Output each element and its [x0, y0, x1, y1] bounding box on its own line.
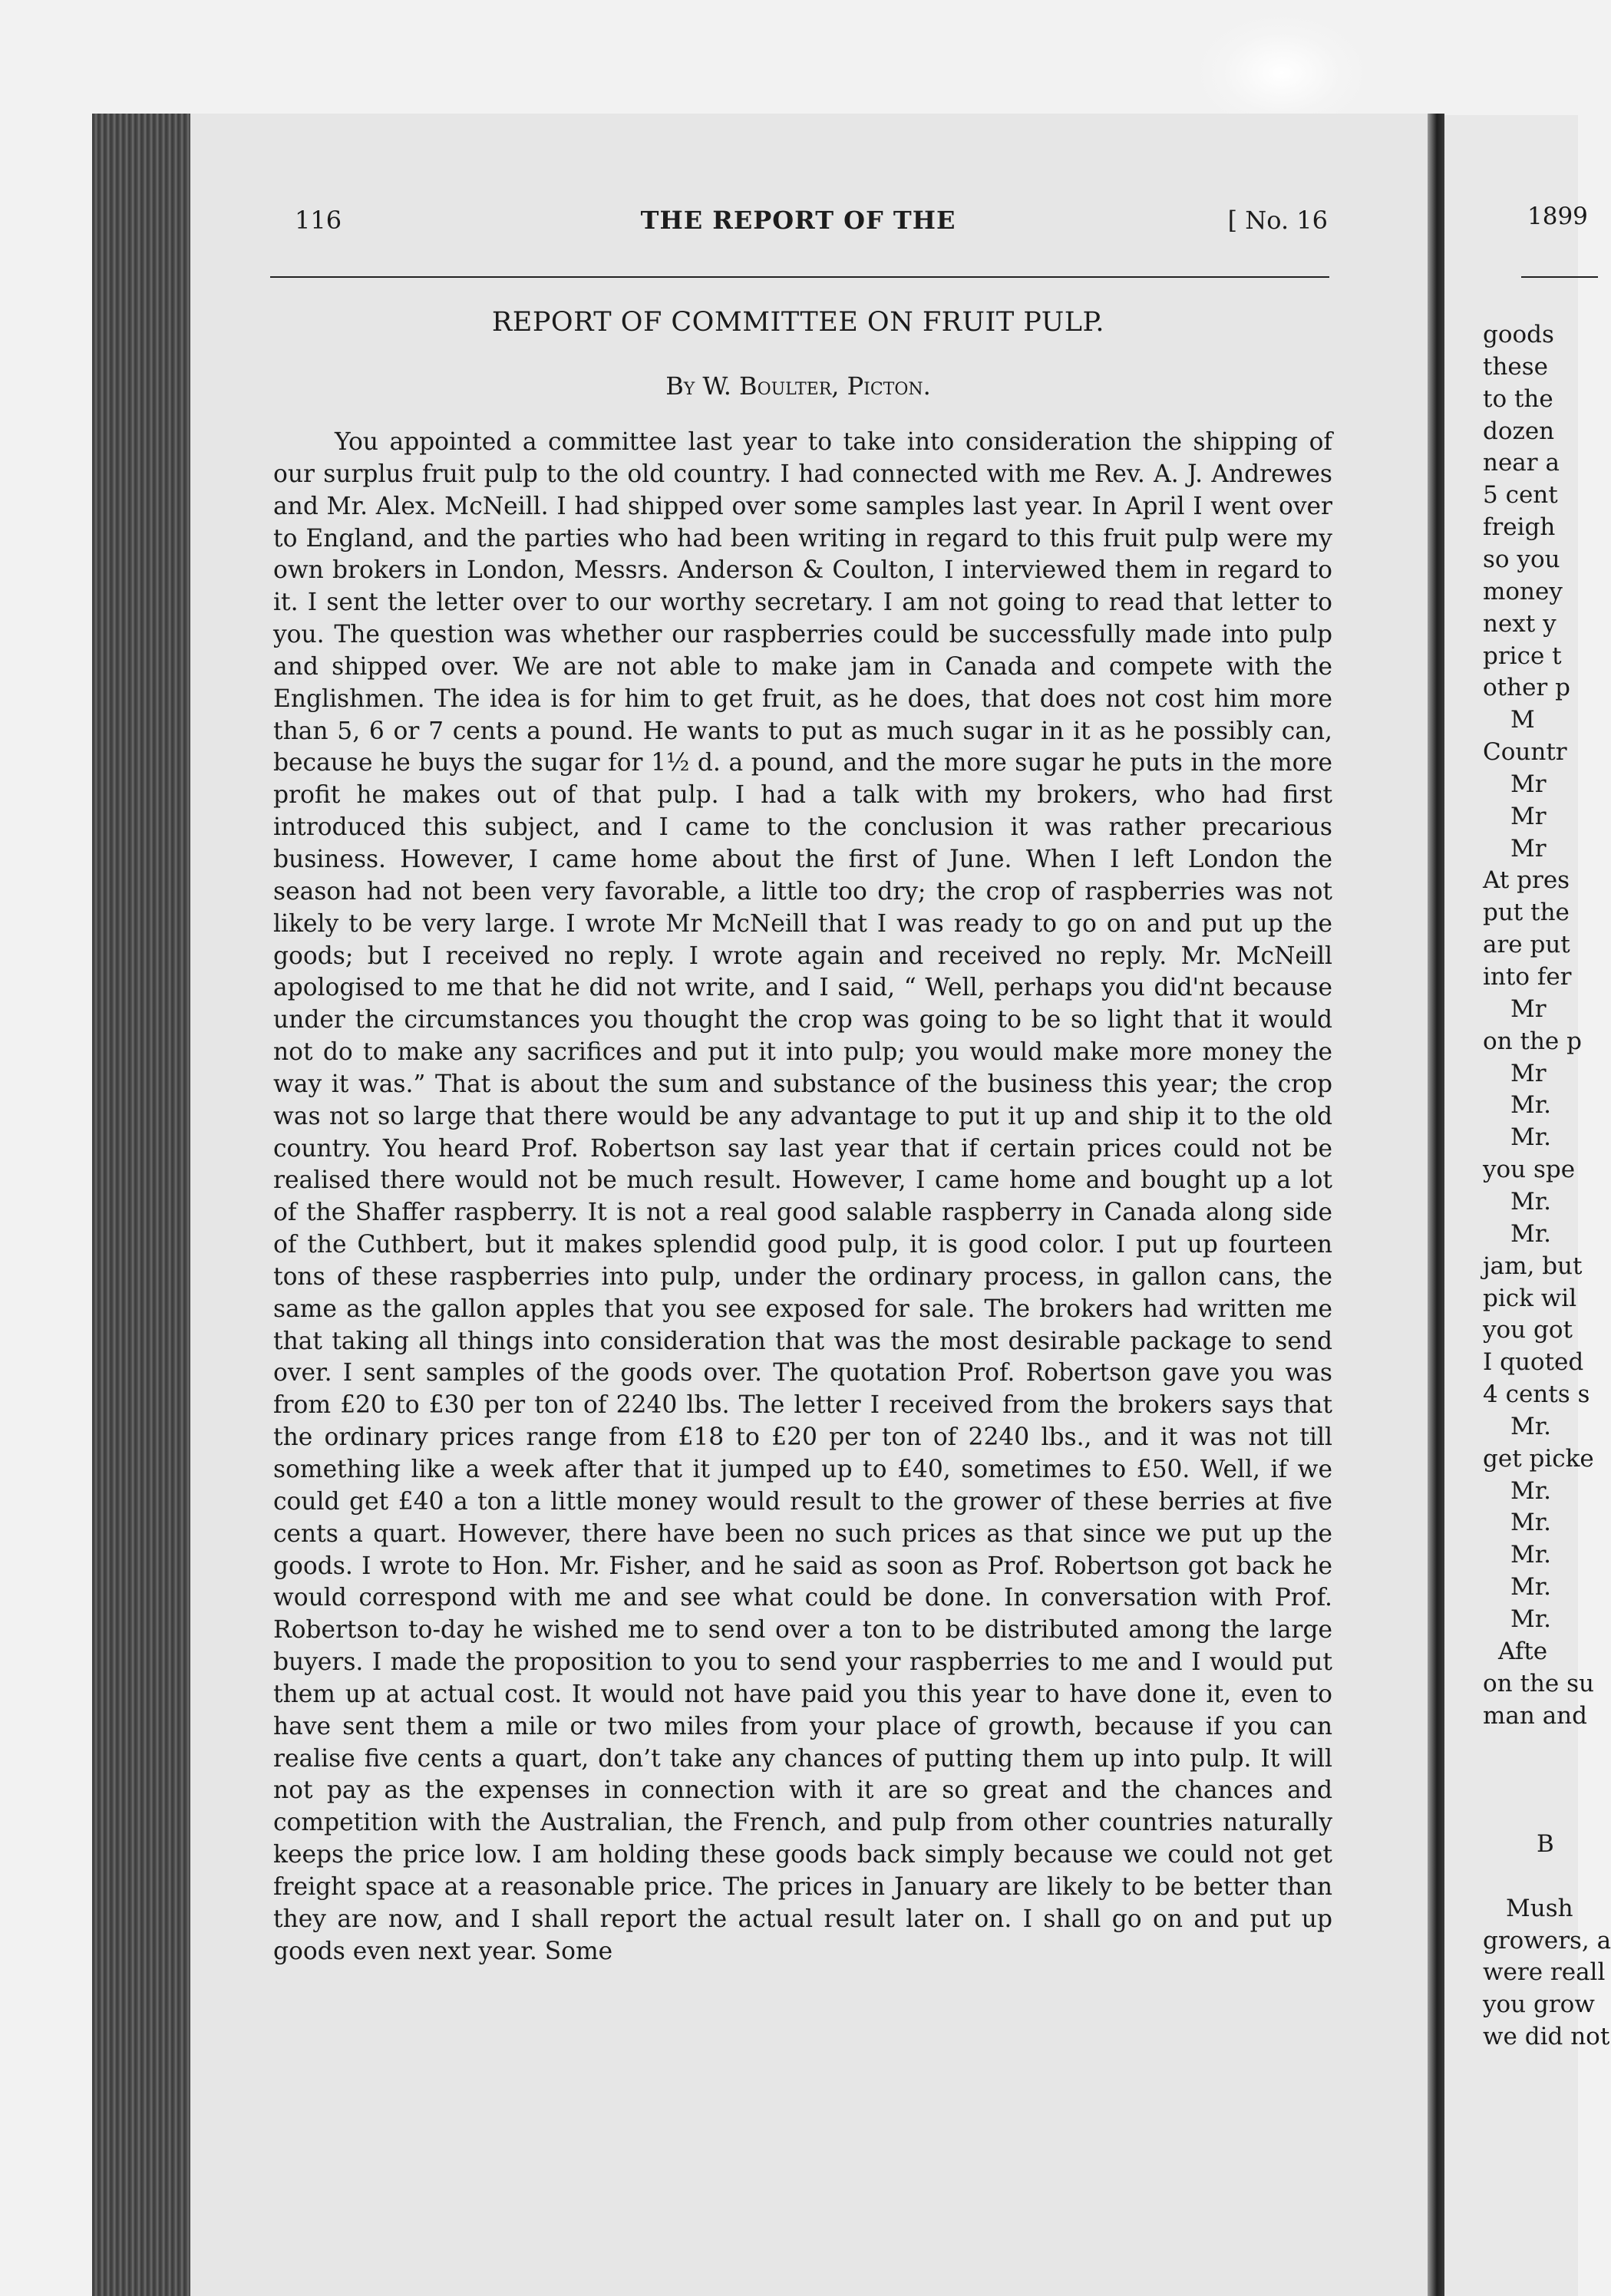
facing-page-line: these — [1483, 352, 1549, 381]
facing-page-line: put the — [1483, 899, 1570, 927]
facing-page-line: on the su — [1483, 1669, 1594, 1697]
page-stack-edge — [92, 114, 190, 2296]
article-body: You appointed a committee last year to take into consideration the shipping of our surplus fruit pulp to the old country. I had connected with me Rev. A. J. Andrewes and Mr. Alex. McNeill. I had shipped over some samples last year. In April I went over to England, and the parties who had been writing in regard to this fruit pulp were my own brokers in London, Messrs. Anderson & Coulton, I interviewed them in regard to it. I sent the letter over to our worthy secretary. I am not going to read that letter to you. The question was whether our raspberries could be successfully made into pulp and shipped over. We are not able to make jam in Canada and compete with the Englishmen. The idea is for him to get fruit, as he does, that does not cost him more than 5, 6 or 7 cents a pound. He wants to put as much sugar in it as he possibly can, because he buys the sugar for 1½ d. a pound, and the more sugar he puts in the more profit he makes out of that pulp. I had a talk with my brokers, who had first introduced this subject, and I came to the conclusion it was rather precarious business. However, I came home about the first of June. When I left London the season had not been very favorable, a little too dry; the crop of raspberries was not likely to be very large. I wrote Mr McNeill that I was ready to go on and put up the goods; but I received no reply. I wrote again and received no reply. Mr. McNeill apologised to me that he did not write, and I said, “ Well, perhaps you did'nt because under the circumstances you thought the crop was going to be so light that it would not do to make any sacrifices and put it into pulp; you would make more money the way it was.” That is about the sum and substance of the business this year; the crop was not so large that there would be any advantage to put it up and ship it to the old country. You heard Prof. Robertson say last year that if certain prices could not be realised there would not be much result. However, I came home and bought up a lot of the Shaffer raspberry. It is not a real good salable raspberry in Canada along side of the Cuthbert, but it makes splendid good pulp, it is good color. I put up fourteen tons of these raspberries into pulp, under the ordinary process, in gallon cans, the same as the gallon apples that you see exposed for sale. The brokers had written me that taking all things into consideration that was the most desirable package to send over. I sent samples of the goods over. The quotation Prof. Robertson gave you was from £20 to £30 per ton of 2240 lbs. The letter I received from the brokers says that the ordinary prices range from £18 to £20 per ton of 2240 lbs., and it was not till something like a week after that it jumped up to £40, sometimes to £50. Well, if we could get £40 a ton a little money would result to the grower of these berries at five cents a quart. However, there have been no such prices as that since we put up the goods. I wrote to Hon. Mr. Fisher, and he said as soon as Prof. Robertson got back he would correspond with me and see what could be done. In conversation with Prof. Robertson to-day he wished me to send over a ton to be distributed among the large buyers. I made the proposition to you to send your raspberries to me and I would put them up at actual cost. It would not have paid you this year to have done it, even to have sent them a mile or two miles from your place of growth, because if you can realise five cents a quart, don’t take any chances of putting them up into pulp. It will not pay as the expenses in connection with it are so great and the chances and competition with the Australian, the French, and pulp from other countries naturally keeps the price low. I am holding these goods back simply because we could not get freight space at a reasonable price. The prices in January are likely to be better than they are now, and I shall report the actual result later on. I shall go on and put up goods even next year. Some — [273, 428, 1332, 1965]
facing-page-line: freigh — [1483, 513, 1556, 542]
facing-page-line: Mr — [1510, 995, 1547, 1023]
facing-page-line: dozen — [1483, 417, 1555, 445]
facing-page-line: 4 cents s — [1483, 1381, 1590, 1409]
facing-page-line: At pres — [1483, 866, 1570, 895]
facing-page-line: Mr — [1510, 770, 1547, 798]
facing-page-line: Mr. — [1510, 1573, 1552, 1602]
facing-page-line: were reall — [1483, 1958, 1606, 1987]
facing-page-line: are put — [1483, 931, 1570, 959]
article-byline: By W. Boulter, Picton. — [665, 371, 931, 401]
facing-page-line: Mr. — [1510, 1091, 1552, 1120]
book-gutter — [1428, 114, 1444, 2296]
facing-page-line: man and — [1483, 1701, 1587, 1730]
facing-page-line: we did not — [1483, 2023, 1610, 2051]
facing-page-line: Mr. — [1510, 1605, 1552, 1633]
facing-page-line: you spe — [1483, 1156, 1576, 1184]
facing-page-line: Countr — [1483, 738, 1567, 767]
facing-page-line: near a — [1483, 449, 1560, 477]
facing-page-year: 1899 — [1527, 203, 1588, 230]
facing-page-line: so you — [1483, 545, 1560, 573]
facing-page-line: Mr — [1510, 834, 1547, 863]
facing-page-line: pick wil — [1483, 1284, 1577, 1312]
facing-page-line: growers, a — [1483, 1926, 1611, 1955]
facing-page-line: Mr. — [1510, 1509, 1552, 1537]
facing-page-line: Mr — [1510, 802, 1547, 830]
facing-page-line: Mr. — [1510, 1412, 1552, 1440]
facing-page-line: goods — [1483, 321, 1554, 348]
facing-page-line: money — [1483, 577, 1563, 605]
facing-page-line: next y — [1483, 609, 1557, 638]
facing-page-line: Mr. — [1510, 1187, 1552, 1216]
facing-page-line: Mr. — [1510, 1219, 1552, 1248]
facing-page-line: on the p — [1483, 1027, 1582, 1055]
facing-page-line: Mush — [1506, 1894, 1573, 1922]
facing-page-line: you grow — [1483, 1991, 1595, 2019]
facing-page-line: into fer — [1483, 963, 1572, 991]
facing-page-line: price t — [1483, 642, 1562, 670]
facing-page-line: Mr. — [1510, 1541, 1552, 1569]
running-title: THE REPORT OF THE — [640, 206, 956, 235]
facing-page-line: you got — [1483, 1316, 1573, 1344]
facing-header-rule — [1521, 276, 1598, 278]
facing-page-line: M — [1510, 706, 1535, 734]
facing-page-line: B — [1537, 1829, 1554, 1858]
facing-page-line: Mr. — [1510, 1476, 1552, 1505]
facing-page-line: 5 cent — [1483, 481, 1558, 510]
facing-page-line: Mr. — [1510, 1123, 1552, 1152]
issue-number: [ No. 16 — [1227, 206, 1328, 235]
facing-page-line: to the — [1483, 384, 1553, 413]
page-number: 116 — [295, 206, 342, 235]
article-title: REPORT OF COMMITTEE ON FRUIT PULP. — [491, 307, 1105, 338]
facing-page-line: jam, but — [1483, 1252, 1583, 1280]
facing-page-line: I quoted — [1483, 1348, 1584, 1377]
facing-page-line: Mr — [1510, 1059, 1547, 1087]
header-rule — [270, 276, 1329, 278]
facing-page-line: get picke — [1483, 1444, 1594, 1473]
facing-page-line: other p — [1483, 674, 1570, 702]
facing-page-line: Afte — [1498, 1637, 1548, 1665]
running-header — [269, 206, 1328, 244]
